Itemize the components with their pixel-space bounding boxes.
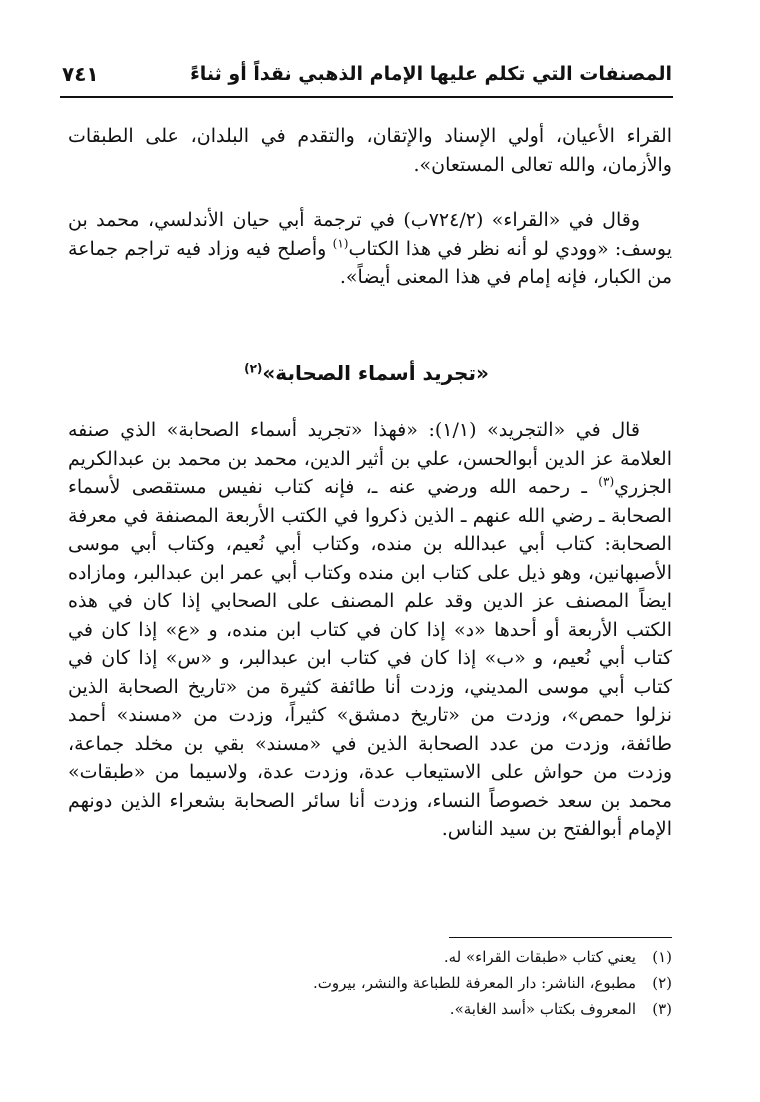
page-number: ٧٤١ (62, 62, 99, 86)
footnote-number: (٢) (652, 974, 672, 992)
footnote-ref: (٢) (244, 361, 263, 376)
running-header (62, 60, 672, 94)
paragraph-text (68, 416, 672, 844)
paragraph-continuation (68, 122, 672, 179)
paragraph-text (68, 206, 672, 292)
paragraph-text-part: وأصلح فيه وزاد فيه تراجم جماعة من الكبار، فإنه إمام في هذا المعنى أيضاً». (68, 237, 672, 288)
paragraph-text: القراء الأعيان، أولي الإسناد والإتقان، والتقدم في البلدان، على الطبقات والأزمان، والله تعالى المستعان». (68, 125, 672, 176)
footnote-text: المعروف بكتاب «أسد الغابة». (449, 1000, 636, 1018)
running-title: المصنفات التي تكلم عليها الإمام الذهبي نقداً أو ثناءً (190, 63, 672, 85)
paragraph-text-part: ـ رحمه الله ورضي عنه ـ، فإنه كتاب نفيس مستقصى لأسماء الصحابة ـ رضي الله عنهم ـ الذين ذكروا في الكتب الأربعة المصنفة في معرفة الصحابة: كتاب أبي عبدالله بن منده، وكتاب أبي نُعيم، وكتاب أبي موسى الأصبهانين، وهو ذيل على كتاب ابن منده وكتاب أبي عمر ابن عبدالبر، ومازاده ايضاً المصنف عز الدين وقد علم المصنف على الصحابي إذا كان في هذه الكتب الأربعة أو أحدها «د» إذا كان في كتاب ابن منده، و «ع» إذا كان في كتاب أبي نُعيم، و «ب» إذا كان في كتاب ابن عبدالبر، و «س» إذا كان في كتاب أبي موسى المديني، وزدت أنا طائفة كثيرة من «تاريخ الصحابة الذين نزلوا حمص»، وزدت من «تاريخ دمشق» كثيراً، وزدت من «مسند» أحمد طائفة، وزدت من عدد الصحابة الذين في «مسند» بقي بن مخلد جماعة، وزدت من حواش على الاستيعاب عدة، وزدت عدة، ولاسيما من «طبقات» محمد بن سعد خصوصاً النساء، وزدت أنا سائر الصحابة بشعراء الذين دونهم الإمام أبوالفتح بن سيد الناس. (68, 476, 672, 840)
section-heading-text: «تجريد أسماء الصحابة» (262, 361, 489, 385)
footnote-number: (٣) (652, 1000, 672, 1018)
paragraph-abu-hayyan (68, 206, 672, 292)
paragraph-text-part: وقال في «القراء» (٧٢٤/٢ب) في ترجمة أبي حيان الأندلسي، محمد بن يوسف: «وودي لو أنه نظر في هذا الكتاب (68, 209, 672, 260)
footnote-ref: (٣) (598, 474, 615, 489)
footnote-rule (449, 937, 672, 938)
footnote-3 (68, 996, 672, 1022)
paragraph-tajrid (68, 416, 672, 844)
footnote-ref: (١) (332, 236, 349, 251)
header-rule (60, 96, 673, 98)
footnote-text: يعني كتاب «طبقات القراء» له. (443, 948, 636, 966)
paragraph-text-part: قال في «التجريد» (١/١): «فهذا «تجريد أسماء الصحابة» الذي صنفه العلامة عز الدين أبوالحسن، علي بن أثير الدين، محمد بن محمد بن عبدالكريم الجزري (68, 419, 672, 498)
footnote-1 (68, 944, 672, 970)
footnote-text: مطبوع، الناشر: دار المعرفة للطباعة والنشر، بيروت. (312, 974, 636, 992)
footnote-2 (68, 970, 672, 996)
section-heading (60, 358, 673, 388)
footnote-number: (١) (652, 948, 672, 966)
footnotes (68, 944, 672, 1022)
